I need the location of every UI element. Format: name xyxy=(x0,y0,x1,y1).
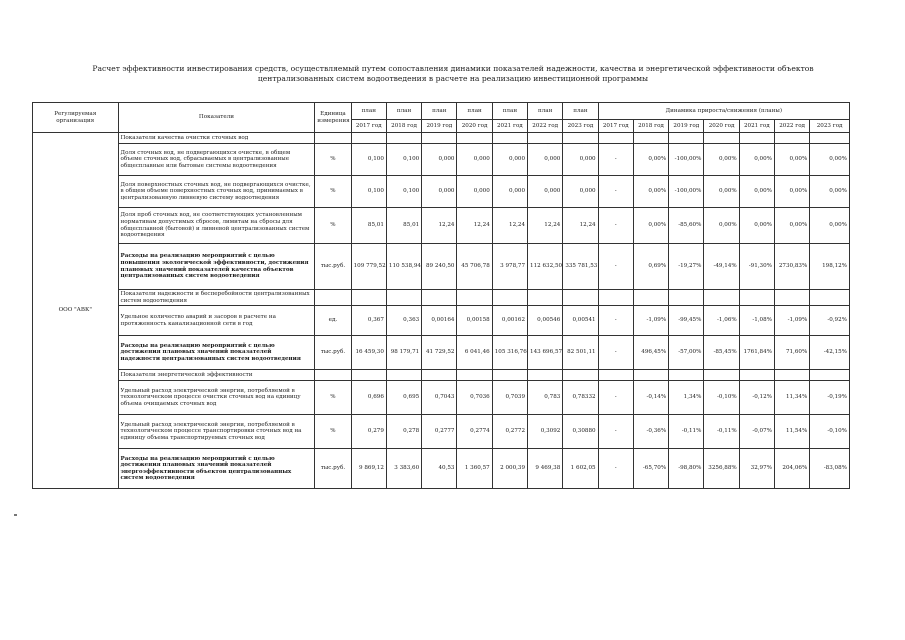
empty-cell xyxy=(704,370,739,381)
section-row xyxy=(33,370,850,381)
dynamics-value-cell: -91,30% xyxy=(739,244,774,290)
plan-value-cell: 0,100 xyxy=(351,176,386,208)
header-organization: Регулируемая организация xyxy=(33,103,119,133)
plan-value-cell: 0,2772 xyxy=(492,415,527,449)
header-dyn-year: 2019 год xyxy=(669,120,704,133)
empty-cell xyxy=(315,370,351,381)
indicator-name: Доля поверхностных сточных вод, не подвергающихся очистке, в общем объеме поверхностных сточных вод, принимаемых в централизованную ливневую систему водоотведения xyxy=(118,176,315,208)
plan-value-cell: 0,2777 xyxy=(422,415,457,449)
header-plan: план xyxy=(563,103,598,120)
plan-value-cell: 0,7039 xyxy=(492,381,527,415)
empty-cell xyxy=(563,370,598,381)
dynamics-value-cell: 0,00% xyxy=(739,176,774,208)
header-year: 2021 год xyxy=(492,120,527,133)
dynamics-value-cell: -0,12% xyxy=(739,381,774,415)
table-row xyxy=(33,415,850,449)
dynamics-value-cell: 0,00% xyxy=(633,144,668,176)
plan-value-cell: 112 632,50 xyxy=(528,244,563,290)
header-dyn-year: 2020 год xyxy=(704,120,739,133)
dynamics-value-cell: -1,08% xyxy=(739,306,774,336)
plan-value-cell: 0,100 xyxy=(386,144,421,176)
header-year: 2017 год xyxy=(351,120,386,133)
plan-value-cell: 0,367 xyxy=(351,306,386,336)
empty-cell xyxy=(457,370,492,381)
empty-cell xyxy=(422,290,457,306)
dynamics-value-cell: -1,09% xyxy=(775,306,810,336)
empty-cell xyxy=(351,290,386,306)
plan-value-cell: 0,100 xyxy=(386,176,421,208)
plan-value-cell: 0,78332 xyxy=(563,381,598,415)
indicator-unit: ед. xyxy=(315,306,351,336)
plan-value-cell: 335 781,53 xyxy=(563,244,598,290)
plan-value-cell: 0,7036 xyxy=(457,381,492,415)
plan-value-cell: 3 383,60 xyxy=(386,449,421,489)
header-indicators: Показатели xyxy=(118,103,315,133)
header-dyn-year: 2017 год xyxy=(598,120,633,133)
plan-value-cell: 82 501,11 xyxy=(563,336,598,370)
empty-cell xyxy=(775,133,810,144)
header-year: 2022 год xyxy=(528,120,563,133)
dynamics-value-cell: 3256,88% xyxy=(704,449,739,489)
plan-value-cell: 3 978,77 xyxy=(492,244,527,290)
empty-cell xyxy=(669,370,704,381)
dynamics-value-cell: 198,12% xyxy=(810,244,850,290)
dynamics-value-cell: -0,19% xyxy=(810,381,850,415)
dynamics-value-cell: 0,00% xyxy=(810,208,850,244)
indicator-unit: тыс.руб. xyxy=(315,449,351,489)
empty-cell xyxy=(598,290,633,306)
plan-value-cell: 12,24 xyxy=(422,208,457,244)
indicator-name: Расходы на реализацию мероприятий с целью достижения плановых значений показателей надежности централизованных систем водоотведения xyxy=(118,336,315,370)
dynamics-value-cell: -0,11% xyxy=(669,415,704,449)
dynamics-value-cell: -65,70% xyxy=(633,449,668,489)
empty-cell xyxy=(351,133,386,144)
empty-cell xyxy=(775,290,810,306)
plan-value-cell: 0,00158 xyxy=(457,306,492,336)
header-dyn-year: 2022 год xyxy=(775,120,810,133)
dynamics-value-cell: -0,10% xyxy=(704,381,739,415)
plan-value-cell: 12,24 xyxy=(563,208,598,244)
header-dyn-year: 2023 год xyxy=(810,120,850,133)
plan-value-cell: 16 459,30 xyxy=(351,336,386,370)
empty-cell xyxy=(810,370,850,381)
section-title: Показатели качества очистки сточных вод xyxy=(118,133,315,144)
plan-value-cell: 0,7043 xyxy=(422,381,457,415)
dynamics-value-cell: 1,34% xyxy=(669,381,704,415)
dynamics-value-cell: 0,00% xyxy=(633,176,668,208)
empty-cell xyxy=(563,133,598,144)
empty-cell xyxy=(315,133,351,144)
empty-cell xyxy=(633,133,668,144)
empty-cell xyxy=(528,133,563,144)
plan-value-cell: 0,000 xyxy=(492,144,527,176)
empty-cell xyxy=(739,290,774,306)
plan-value-cell: 40,53 xyxy=(422,449,457,489)
empty-cell xyxy=(598,370,633,381)
plan-value-cell: 0,000 xyxy=(528,176,563,208)
empty-cell xyxy=(563,290,598,306)
dynamics-value-cell: -0,14% xyxy=(633,381,668,415)
plan-value-cell: 0,695 xyxy=(386,381,421,415)
header-unit: Единица измерения xyxy=(315,103,351,133)
table-row xyxy=(33,306,850,336)
plan-value-cell: 0,363 xyxy=(386,306,421,336)
dynamics-value-cell: -0,07% xyxy=(739,415,774,449)
empty-cell xyxy=(739,133,774,144)
empty-cell xyxy=(704,290,739,306)
header-plan: план xyxy=(492,103,527,120)
dynamics-value-cell: -99,45% xyxy=(669,306,704,336)
dynamics-value-cell: 0,00% xyxy=(810,176,850,208)
plan-value-cell: 0,000 xyxy=(563,176,598,208)
plan-value-cell: 98 179,71 xyxy=(386,336,421,370)
empty-cell xyxy=(386,133,421,144)
indicator-unit: % xyxy=(315,176,351,208)
empty-cell xyxy=(775,370,810,381)
empty-cell xyxy=(528,370,563,381)
section-row xyxy=(33,133,850,144)
indicator-name: Удельный расход электрической энергии, потребляемой в технологическом процессе транспортировки сточных вод на единицу объема транспортируемых сточных вод xyxy=(118,415,315,449)
indicator-name: Доля проб сточных вод, не соответствующих установленным нормативам допустимых сбросов, лимитам на сбросы для общесплавной (бытовой) и ливневой централизованных систем водоотведения xyxy=(118,208,315,244)
plan-value-cell: 0,000 xyxy=(422,144,457,176)
indicator-unit: % xyxy=(315,381,351,415)
plan-value-cell: 143 696,57 xyxy=(528,336,563,370)
empty-cell xyxy=(386,290,421,306)
indicator-name: Удельный расход электрической энергии, потребляемой в технологическом процессе очистки сточных вод на единицу объема очищаемых сточных вод xyxy=(118,381,315,415)
plan-value-cell: 0,696 xyxy=(351,381,386,415)
plan-value-cell: 0,100 xyxy=(351,144,386,176)
plan-value-cell: 0,000 xyxy=(563,144,598,176)
plan-value-cell: 0,00162 xyxy=(492,306,527,336)
plan-value-cell: 0,278 xyxy=(386,415,421,449)
dynamics-value-cell: 0,00% xyxy=(775,208,810,244)
dynamics-value-cell: -57,00% xyxy=(669,336,704,370)
plan-value-cell: 0,3092 xyxy=(528,415,563,449)
organization-name: ООО "АВК" xyxy=(33,133,119,489)
dynamics-value-cell: -1,09% xyxy=(633,306,668,336)
empty-cell xyxy=(386,370,421,381)
empty-cell xyxy=(492,370,527,381)
dynamics-value-cell: - xyxy=(598,415,633,449)
dynamics-value-cell: 204,06% xyxy=(775,449,810,489)
dynamics-value-cell: 496,45% xyxy=(633,336,668,370)
empty-cell xyxy=(633,290,668,306)
plan-value-cell: 1 360,57 xyxy=(457,449,492,489)
header-dyn-year: 2018 год xyxy=(633,120,668,133)
header-dynamics: Динамика прироста/снижения (планы) xyxy=(598,103,849,120)
header-plan: план xyxy=(457,103,492,120)
plan-value-cell: 9 469,38 xyxy=(528,449,563,489)
dynamics-value-cell: 0,00% xyxy=(633,208,668,244)
dynamics-value-cell: - xyxy=(598,144,633,176)
plan-value-cell: 2 000,39 xyxy=(492,449,527,489)
empty-cell xyxy=(457,133,492,144)
dynamics-value-cell: 0,00% xyxy=(739,144,774,176)
dynamics-value-cell: 0,69% xyxy=(633,244,668,290)
empty-cell xyxy=(810,133,850,144)
table-row xyxy=(33,144,850,176)
dynamics-value-cell: -1,06% xyxy=(704,306,739,336)
empty-cell xyxy=(598,133,633,144)
dynamics-value-cell: 32,97% xyxy=(739,449,774,489)
plan-value-cell: 9 869,12 xyxy=(351,449,386,489)
dynamics-value-cell: 71,60% xyxy=(775,336,810,370)
plan-value-cell: 1 602,05 xyxy=(563,449,598,489)
empty-cell xyxy=(492,133,527,144)
dynamics-value-cell: - xyxy=(598,381,633,415)
section-row xyxy=(33,290,850,306)
table-row xyxy=(33,208,850,244)
table-row xyxy=(33,336,850,370)
dynamics-value-cell: - xyxy=(598,306,633,336)
plan-value-cell: 12,24 xyxy=(492,208,527,244)
indicator-name: Расходы на реализацию мероприятий с целью достижения плановых значений показателей энергоэффективности объектов централизованных систем водоотведения xyxy=(118,449,315,489)
indicator-unit: % xyxy=(315,415,351,449)
dynamics-value-cell: 0,00% xyxy=(810,144,850,176)
plan-value-cell: 41 729,52 xyxy=(422,336,457,370)
plan-value-cell: 0,279 xyxy=(351,415,386,449)
plan-value-cell: 89 240,50 xyxy=(422,244,457,290)
dynamics-value-cell: - xyxy=(598,449,633,489)
dynamics-value-cell: -85,60% xyxy=(669,208,704,244)
section-title: Показатели энергетической эффективности xyxy=(118,370,315,381)
indicator-name: Расходы на реализацию мероприятий с целью повышения экологической эффективности, достижения плановых значений показателей качества объектов централизованных систем водоотведения xyxy=(118,244,315,290)
header-plan: план xyxy=(386,103,421,120)
plan-value-cell: 12,24 xyxy=(528,208,563,244)
empty-cell xyxy=(739,370,774,381)
dynamics-value-cell: -19,27% xyxy=(669,244,704,290)
dynamics-value-cell: -49,14% xyxy=(704,244,739,290)
header-plan: план xyxy=(422,103,457,120)
dynamics-value-cell: 0,00% xyxy=(704,144,739,176)
indicator-unit: % xyxy=(315,208,351,244)
dynamics-value-cell: -0,92% xyxy=(810,306,850,336)
dynamics-value-cell: 11,54% xyxy=(775,415,810,449)
empty-cell xyxy=(528,290,563,306)
dynamics-value-cell: 11,34% xyxy=(775,381,810,415)
empty-cell xyxy=(422,370,457,381)
dynamics-value-cell: - xyxy=(598,244,633,290)
dynamics-value-cell: 2730,83% xyxy=(775,244,810,290)
plan-value-cell: 0,00541 xyxy=(563,306,598,336)
dynamics-value-cell: -83,08% xyxy=(810,449,850,489)
indicator-name: Доля сточных вод, не подвергающихся очистке, в общем объеме сточных вод, сбрасываемых в централизованные общесплавные или бытовые системы водоотведения xyxy=(118,144,315,176)
document-title: Расчет эффективности инвестирования средств, осуществляемый путем сопоставления динамики показателей надежности, качества и энергетической эффективности объектов централизованных систем водоотведения в расчете на реализацию инвестиционной программы xyxy=(92,64,814,83)
dynamics-value-cell: - xyxy=(598,336,633,370)
empty-cell xyxy=(669,133,704,144)
plan-value-cell: 0,00164 xyxy=(422,306,457,336)
plan-value-cell: 6 041,46 xyxy=(457,336,492,370)
plan-value-cell: 110 538,94 xyxy=(386,244,421,290)
dynamics-value-cell: -98,80% xyxy=(669,449,704,489)
indicator-unit: тыс.руб. xyxy=(315,336,351,370)
plan-value-cell: 105 316,76 xyxy=(492,336,527,370)
plan-value-cell: 0,783 xyxy=(528,381,563,415)
indicator-unit: тыс.руб. xyxy=(315,244,351,290)
indicator-name: Удельное количество аварий и засоров в расчете на протяженность канализационной сети в год xyxy=(118,306,315,336)
dynamics-value-cell: 0,00% xyxy=(704,176,739,208)
dynamics-value-cell: -0,36% xyxy=(633,415,668,449)
plan-value-cell: 12,24 xyxy=(457,208,492,244)
dynamics-value-cell: -0,10% xyxy=(810,415,850,449)
dynamics-value-cell: 0,00% xyxy=(775,144,810,176)
dynamics-value-cell: 0,00% xyxy=(775,176,810,208)
dynamics-value-cell: -100,00% xyxy=(669,176,704,208)
table-row xyxy=(33,449,850,489)
table-row xyxy=(33,381,850,415)
header-year: 2023 год xyxy=(563,120,598,133)
header-dyn-year: 2021 год xyxy=(739,120,774,133)
empty-cell xyxy=(457,290,492,306)
empty-cell xyxy=(315,290,351,306)
plan-value-cell: 85,01 xyxy=(351,208,386,244)
plan-value-cell: 109 779,52 xyxy=(351,244,386,290)
dynamics-value-cell: - xyxy=(598,208,633,244)
header-year: 2020 год xyxy=(457,120,492,133)
empty-cell xyxy=(810,290,850,306)
empty-cell xyxy=(492,290,527,306)
header-plan: план xyxy=(528,103,563,120)
plan-value-cell: 0,000 xyxy=(528,144,563,176)
dynamics-value-cell: -100,00% xyxy=(669,144,704,176)
dynamics-value-cell: -42,15% xyxy=(810,336,850,370)
dynamics-value-cell: 1761,84% xyxy=(739,336,774,370)
dynamics-value-cell: 0,00% xyxy=(704,208,739,244)
table-row xyxy=(33,244,850,290)
dynamics-value-cell: 0,00% xyxy=(739,208,774,244)
plan-value-cell: 0,000 xyxy=(457,176,492,208)
dynamics-value-cell: -85,45% xyxy=(704,336,739,370)
scan-speck xyxy=(14,514,17,516)
empty-cell xyxy=(351,370,386,381)
dynamics-value-cell: - xyxy=(598,176,633,208)
table-row xyxy=(33,176,850,208)
plan-value-cell: 0,2774 xyxy=(457,415,492,449)
header-year: 2018 год xyxy=(386,120,421,133)
plan-value-cell: 85,01 xyxy=(386,208,421,244)
header-plan: план xyxy=(351,103,386,120)
indicator-unit: % xyxy=(315,144,351,176)
plan-value-cell: 0,000 xyxy=(422,176,457,208)
section-title: Показатели надежности и бесперебойности централизованных систем водоотведения xyxy=(118,290,315,306)
empty-cell xyxy=(633,370,668,381)
plan-value-cell: 0,000 xyxy=(457,144,492,176)
dynamics-value-cell: -0,11% xyxy=(704,415,739,449)
empty-cell xyxy=(422,133,457,144)
effectiveness-table xyxy=(32,102,850,489)
plan-value-cell: 0,30880 xyxy=(563,415,598,449)
plan-value-cell: 45 706,78 xyxy=(457,244,492,290)
empty-cell xyxy=(704,133,739,144)
plan-value-cell: 0,00546 xyxy=(528,306,563,336)
header-year: 2019 год xyxy=(422,120,457,133)
empty-cell xyxy=(669,290,704,306)
plan-value-cell: 0,000 xyxy=(492,176,527,208)
